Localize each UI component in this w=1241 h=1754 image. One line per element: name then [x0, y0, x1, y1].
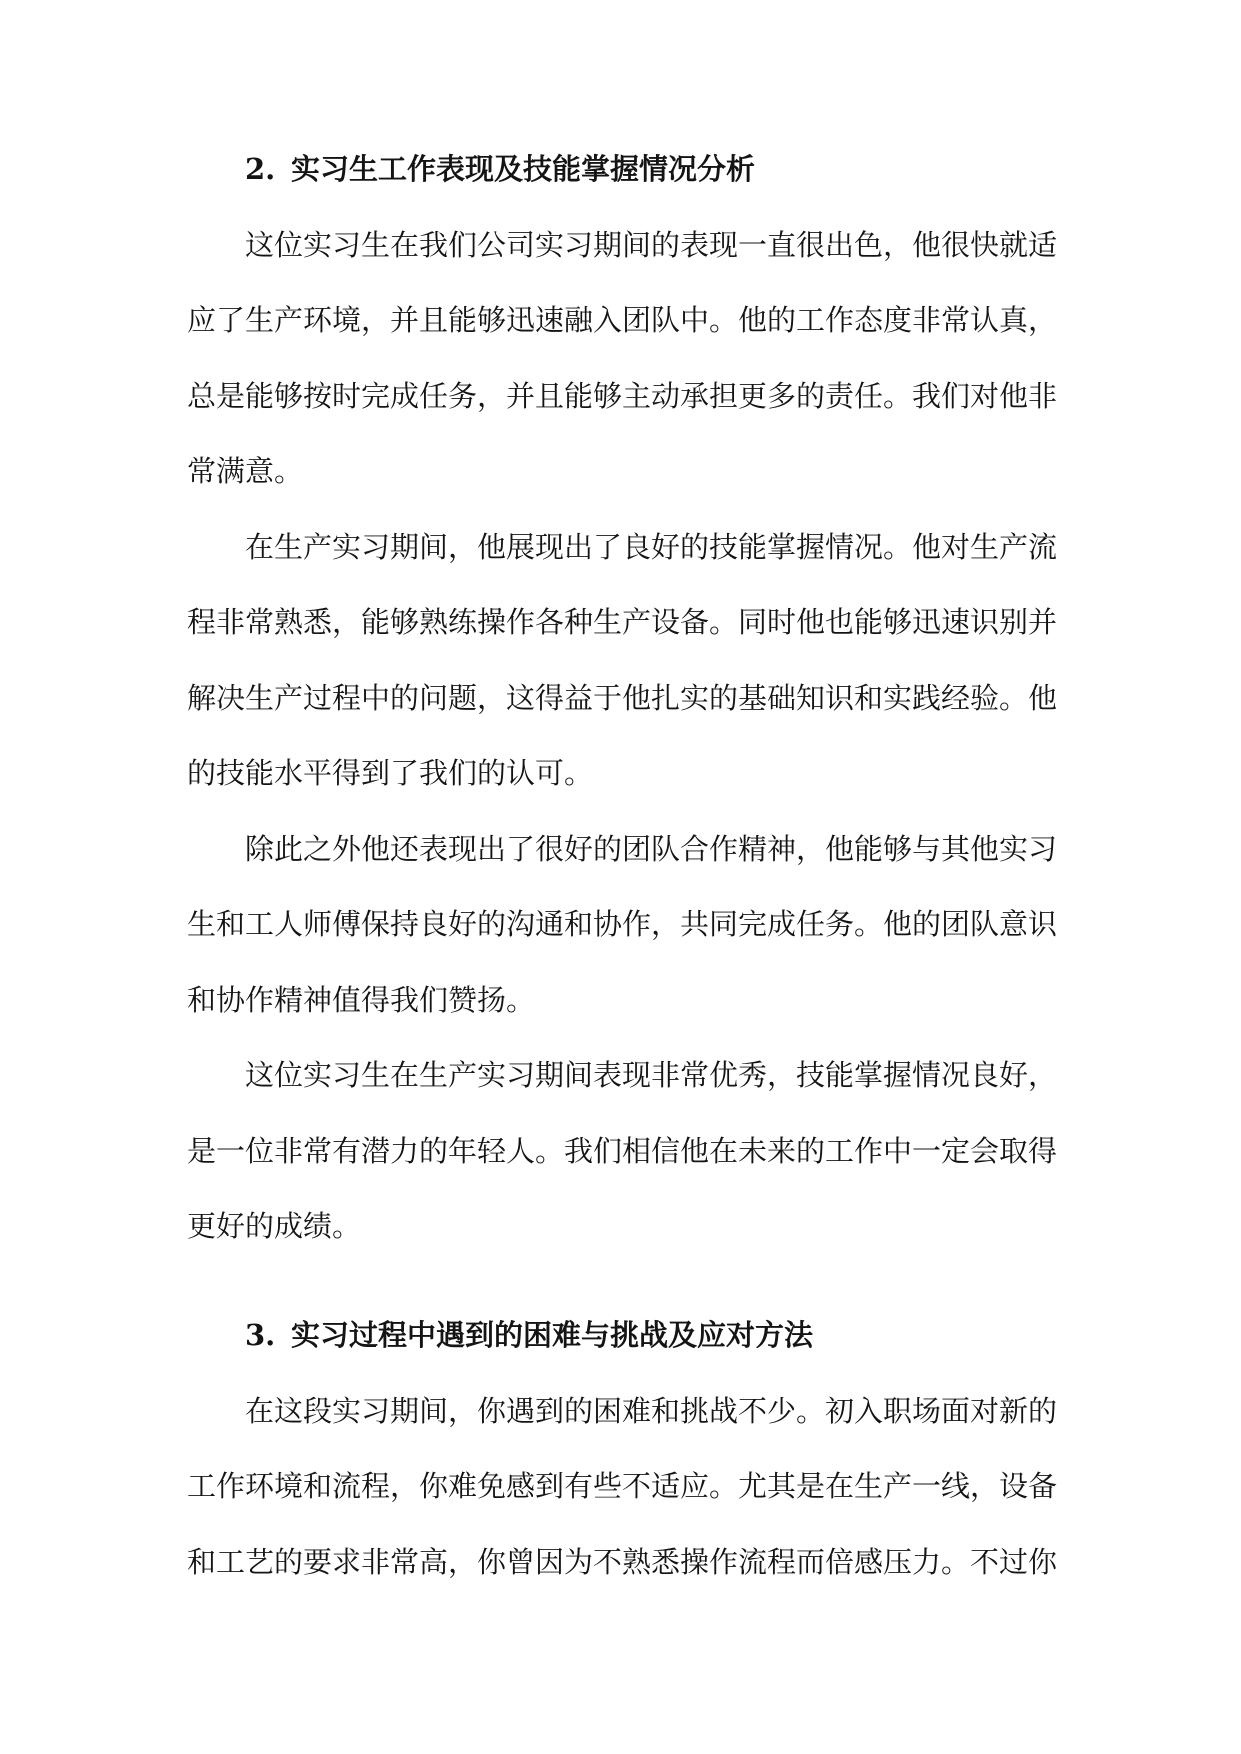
document-body: [187, 132, 1087, 1600]
section-number: 2.: [245, 152, 276, 186]
paragraph: [187, 1374, 1087, 1601]
section-heading: [187, 132, 1087, 208]
section-title: 实习生工作表现及技能掌握情况分析: [291, 152, 756, 186]
paragraph-line: 在这段实习期间，你遇到的困难和挑战不少。初入职场面对新的: [245, 1393, 1058, 1428]
paragraph: [187, 208, 1087, 510]
paragraph-line: 解决生产过程中的问题，这得益于他扎实的基础知识和实践经验。他: [187, 680, 1058, 715]
paragraph-line: 常满意。: [187, 454, 304, 488]
paragraph: [187, 812, 1087, 1039]
paragraph-line: 这位实习生在生产实习期间表现非常优秀，技能掌握情况良好，: [245, 1058, 1058, 1092]
paragraph-line: 更好的成绩。: [187, 1209, 362, 1243]
paragraph-line: 除此之外他还表现出了很好的团队合作精神，他能够与其他实习: [245, 831, 1058, 866]
paragraph-line: 和协作精神值得我们赞扬。: [187, 982, 536, 1017]
paragraph-line: 和工艺的要求非常高，你曾因为不熟悉操作流程而倍感压力。不过你: [187, 1544, 1058, 1579]
paragraph-line: 在生产实习期间，他展现出了良好的技能掌握情况。他对生产流: [245, 529, 1058, 564]
paragraph-line: 生和工人师傅保持良好的沟通和协作，共同完成任务。他的团队意识: [187, 907, 1058, 941]
paragraph-line: 应了生产环境，并且能够迅速融入团队中。他的工作态度非常认真，: [187, 303, 1058, 337]
paragraph-line: 程非常熟悉，能够熟练操作各种生产设备。同时他也能够迅速识别并: [187, 605, 1058, 639]
section-title: 实习过程中遇到的困难与挑战及应对方法: [291, 1318, 814, 1352]
paragraph-line: 的技能水平得到了我们的认可。: [187, 756, 594, 790]
paragraph: [187, 510, 1087, 812]
paragraph-line: 总是能够按时完成任务，并且能够主动承担更多的责任。我们对他非: [187, 378, 1058, 413]
paragraph-line: 是一位非常有潜力的年轻人。我们相信他在未来的工作中一定会取得: [187, 1133, 1058, 1168]
paragraph-line: 这位实习生在我们公司实习期间的表现一直很出色，他很快就适: [245, 227, 1058, 262]
paragraph: [187, 1038, 1087, 1265]
section-heading: [187, 1298, 1087, 1374]
section-number: 3.: [245, 1318, 276, 1352]
paragraph-line: 工作环境和流程，你难免感到有些不适应。尤其是在生产一线，设备: [187, 1469, 1058, 1503]
